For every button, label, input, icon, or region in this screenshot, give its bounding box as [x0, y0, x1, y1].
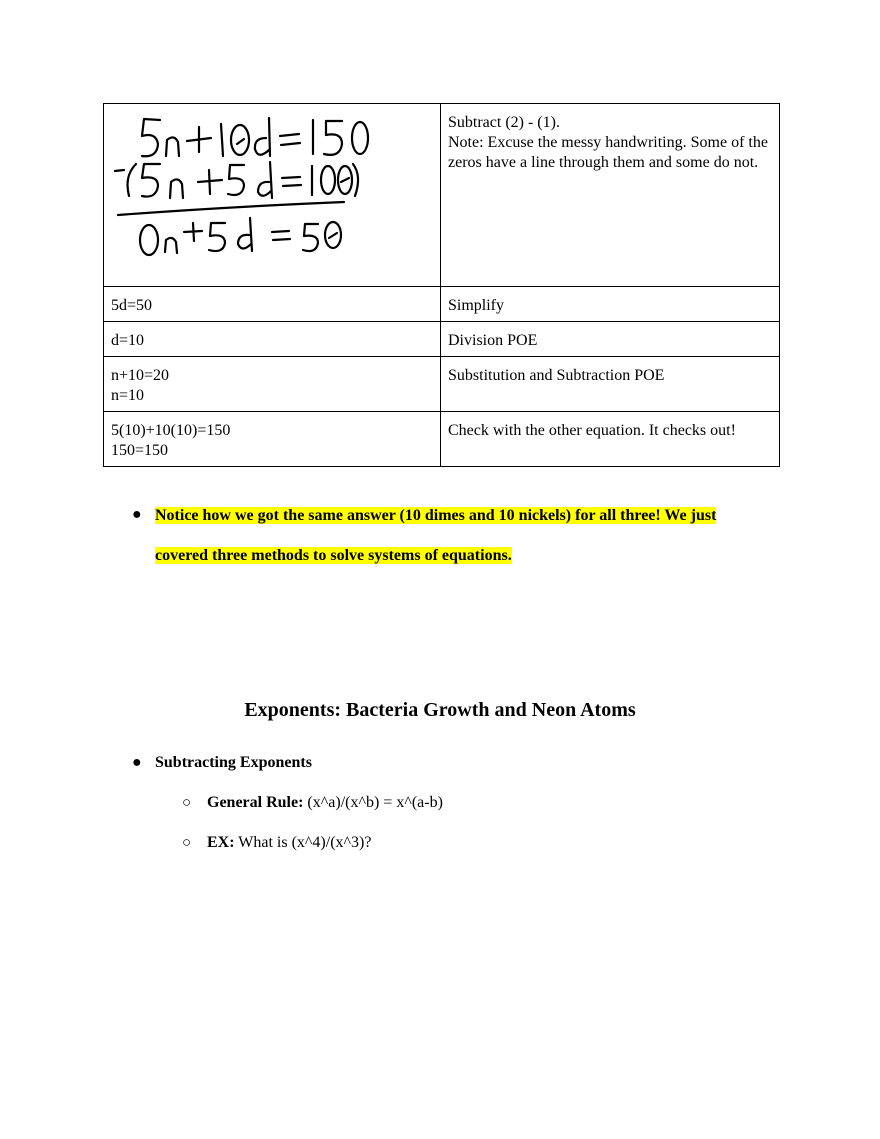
rule-label: General Rule:	[207, 794, 304, 811]
hollow-bullet-icon: ○	[182, 795, 192, 811]
bullet-icon: ●	[132, 506, 142, 523]
step-text: Substitution and Subtraction POE	[448, 367, 665, 384]
work-text: n=10	[111, 387, 145, 404]
topic-bullet	[132, 754, 312, 772]
section-heading: Exponents: Bacteria Growth and Neon Atoms	[244, 699, 636, 721]
bullet-icon: ●	[132, 754, 142, 771]
handwriting-underline	[118, 202, 344, 215]
work-cell	[104, 357, 441, 412]
highlighted-note	[132, 506, 792, 566]
table-row	[104, 412, 780, 467]
table-row	[104, 104, 780, 287]
work-text: 150=150	[111, 442, 169, 459]
handwriting-line-3	[140, 218, 341, 255]
general-rule-item	[182, 794, 443, 812]
work-text: d=10	[111, 332, 145, 349]
work-cell	[104, 287, 441, 322]
step-description-cell	[441, 287, 780, 322]
step-text: Check with the other equation. It checks out!	[448, 422, 736, 439]
rule-text: (x^a)/(x^b) = x^(a-b)	[303, 794, 443, 811]
highlighted-text-line-2: covered three methods to solve systems of equations.	[155, 547, 512, 564]
step-note: Note: Excuse the messy handwriting. Some of the zeros have a line through them and some do not.	[448, 134, 768, 171]
step-text: Simplify	[448, 297, 505, 314]
table-row	[104, 322, 780, 357]
table-row	[104, 287, 780, 322]
work-text: 5d=50	[111, 297, 153, 314]
topic-title: Subtracting Exponents	[155, 754, 312, 771]
handwriting-line-2	[115, 162, 358, 198]
work-cell	[104, 322, 441, 357]
step-text: Division POE	[448, 332, 538, 349]
highlighted-text-line-1: Notice how we got the same answer (10 dimes and 10 nickels) for all three! We just	[155, 507, 717, 524]
example-label: EX:	[207, 834, 235, 851]
work-cell	[104, 412, 441, 467]
example-item	[182, 834, 371, 852]
step-description-cell	[441, 412, 780, 467]
work-text: n+10=20	[111, 367, 170, 384]
solution-steps-table	[103, 103, 780, 467]
example-text: What is (x^4)/(x^3)?	[234, 834, 372, 851]
step-description-cell	[441, 322, 780, 357]
work-text: 5(10)+10(10)=150	[111, 422, 231, 439]
handwriting-line-1	[142, 118, 368, 156]
step-text: Subtract (2) - (1).	[448, 114, 560, 131]
hollow-bullet-icon: ○	[182, 835, 192, 851]
step-description-cell	[441, 104, 780, 287]
handwritten-equations-image	[104, 104, 441, 287]
step-description-cell	[441, 357, 780, 412]
handwritten-work-cell	[104, 104, 441, 287]
table-row	[104, 357, 780, 412]
